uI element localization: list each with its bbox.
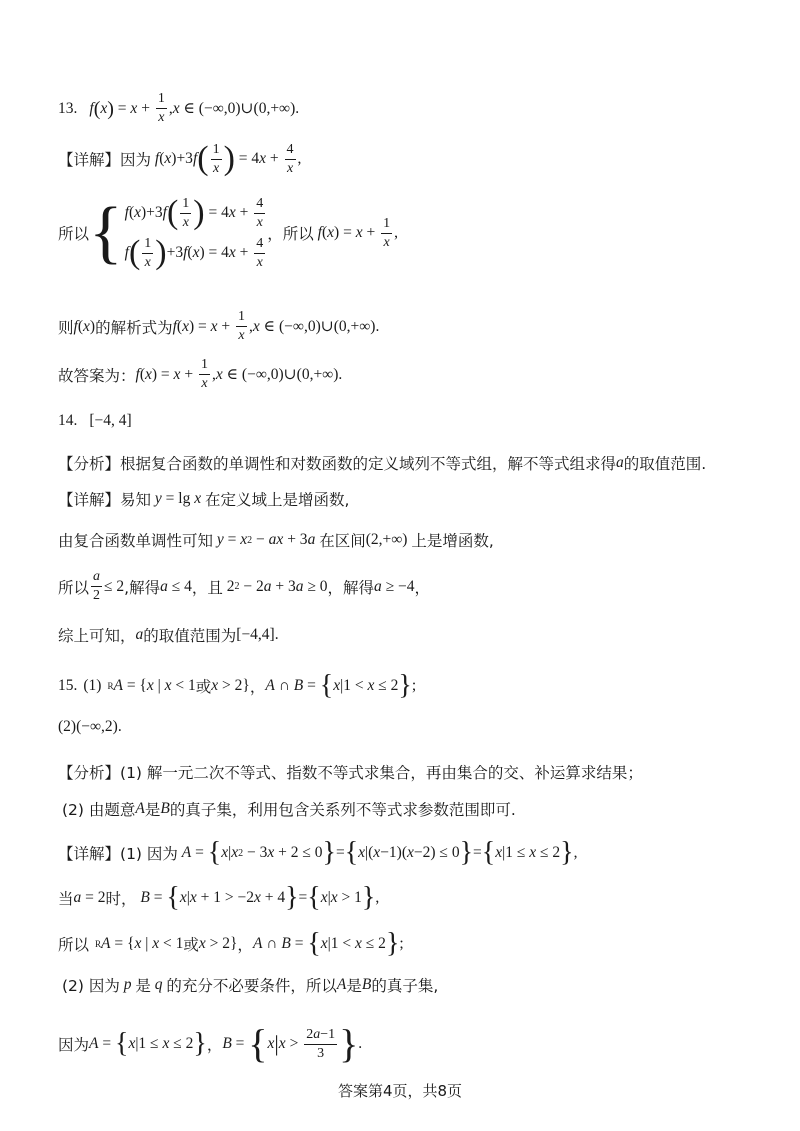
q15-detail-line5: 因为 A = { x |1 ≤ x ≤ 2 } ， B = { x | x > $\frac{2a-1}{3}$ } . xyxy=(58,1021,363,1066)
text: 综上可知， xyxy=(58,627,136,645)
q14-answer: [−4, 4] xyxy=(89,412,132,429)
q14-number: 14. xyxy=(58,412,78,429)
q13-detail-line: 【详解】 因为 f ( x )+3 f ( $\frac{1}{x}$ ) = 4 x + $\frac{4}{x}$ , xyxy=(58,140,302,177)
text: 的取值范围为 xyxy=(143,627,237,645)
text: 在区间 xyxy=(319,532,366,550)
expr-is-text: 的解析式为 xyxy=(95,318,173,337)
page-footer: 答案第4页，共8页 xyxy=(337,1082,463,1100)
q15-number: 15. xyxy=(58,677,78,694)
analysis-tag: 【分析】 xyxy=(58,455,121,473)
text: ，且 xyxy=(191,578,223,597)
text: 的真子集，利用包含关系列不等式求参数范围即可. xyxy=(169,801,516,819)
because-text: 因为 xyxy=(120,151,152,169)
q14-detail-line4: 综上可知， a 的取值范围为 [−4,4]. xyxy=(58,626,279,645)
q15-detail-line3: 所以 R A = { x | x < 1 或 x > 2} ， A ∩ B = { x |1 < x ≤ 2 } ; xyxy=(58,928,404,959)
q15-answer-line2: (2) (−∞,2). xyxy=(58,718,122,735)
text: (1) 因为 xyxy=(120,845,178,863)
text: ， xyxy=(414,578,431,597)
text: 的真子集, xyxy=(371,977,439,995)
text: 是 xyxy=(135,977,151,995)
or-text: 或 xyxy=(183,936,199,954)
answer-intro-text: 故答案为： xyxy=(58,366,136,385)
q15-answer-line1: 15. (1) R A = { x | x < 1 或 x > 2} ， A ∩ B = { x |1 < x ≤ 2 } ; xyxy=(58,670,417,701)
text: 当 xyxy=(58,890,74,908)
q13-answer-final: 故答案为： f ( x ) = x + $\frac{1}{x}$ , x ∈ (−∞,0)∪(0,+∞). xyxy=(58,357,343,391)
q15-analysis-line2: (2) 由题意 A 是 B 的真子集，利用包含关系列不等式求参数范围即可. xyxy=(62,800,516,819)
q13-then-line: 则 f ( x ) 的解析式为 f ( x ) = x + $\frac{1}{x}$ , x ∈ (−∞,0)∪(0,+∞). xyxy=(58,309,380,343)
text: 由复合函数单调性可知 xyxy=(58,532,214,550)
text: (2) 由题意 xyxy=(62,801,136,819)
detail-tag: 【详解】 xyxy=(58,151,121,169)
q14-analysis-end: 的取值范围. xyxy=(623,455,707,473)
q14-analysis-line: 【分析】 根据复合函数的单调性和对数函数的定义域列不等式组，解不等式组求得 a 的取值范围. xyxy=(58,454,707,473)
text: 是 xyxy=(144,801,161,819)
text: 因为 xyxy=(58,1036,90,1054)
text: 所以 xyxy=(58,578,90,597)
part-label: (2) xyxy=(58,718,77,735)
text: (1) 解一元二次不等式、指数不等式求集合，再由集合的交、补运算求结果； xyxy=(120,764,643,782)
text: ，解得 xyxy=(327,578,375,597)
q14-detail-line1: 【详解】 易知 y = lg x 在定义域上是增函数, xyxy=(58,490,350,509)
q13-number: 13. xyxy=(58,99,78,117)
q14-answer-line xyxy=(58,412,132,430)
part-label: (1) xyxy=(83,677,102,694)
q14-detail-line3: 所以 $\frac{a}{2}$ ≤ 2 ,解得 a ≤ 4 ，且 2 2 − 2 a + 3 a ≥ 0 ，解得 a ≥ −4 ， xyxy=(58,569,431,603)
text: 在定义域上是增函数, xyxy=(205,491,350,509)
text: ,解得 xyxy=(124,578,161,597)
q13-answer-line: 13. f ( x ) = x + $\frac{1}{x}$ , x ∈ (−∞,0)∪(0,+∞). xyxy=(58,91,300,125)
q14-detail-line2: 由复合函数单调性可知 y = x 2 − ax + 3 a 在区间 (2,+∞) 上是增函数, xyxy=(58,531,494,550)
q15-detail-line1: 【详解】 (1) 因为 A = { x | x 2 − 3 x + 2 ≤ 0 } = { x |( x −1)( x −2) ≤ 0 } = { x |1 ≤ x ≤ 2 } , xyxy=(58,837,578,868)
then-text: 则 xyxy=(58,318,74,337)
detail-tag: 【详解】 xyxy=(58,845,121,863)
so-text: 所以 xyxy=(58,225,90,243)
text: 是 xyxy=(346,977,362,995)
q15-analysis-line1 xyxy=(58,761,643,783)
detail-tag: 【详解】 xyxy=(58,491,121,509)
q15-detail-line4: (2) 因为 p 是 q 的充分不必要条件，所以 A 是 B 的真子集, xyxy=(62,976,439,995)
analysis-tag: 【分析】 xyxy=(58,764,121,782)
text: (2) 因为 xyxy=(62,977,120,995)
q15-detail-line2: 当 a = 2 时， B = { x | x + 1 > −2 x + 4 } = { x | x > 1 } , xyxy=(58,882,380,913)
or-text: 或 xyxy=(195,678,212,696)
so2-text: ，所以 xyxy=(267,225,314,243)
text: 的充分不必要条件，所以 xyxy=(166,977,337,995)
text: 所以 xyxy=(58,936,90,954)
text: 时， xyxy=(105,890,137,908)
q13-system-line: 所以 { f ( x )+3 f ( $\frac{1}{x}$ ) = 4 x + $\frac{4}{x}$ f ( $\frac{1}{x}$ ) +3 f ( x ) = 4 x + $\frac{4}{x}$ ，所以 f ( x ) = x + $\frac{1}{x}$ , xyxy=(58,194,398,271)
text: 上是增函数, xyxy=(411,532,494,550)
q14-analysis-text: 根据复合函数的单调性和对数函数的定义域列不等式组，解不等式组求得 xyxy=(120,455,617,473)
text: 易知 xyxy=(120,491,152,509)
